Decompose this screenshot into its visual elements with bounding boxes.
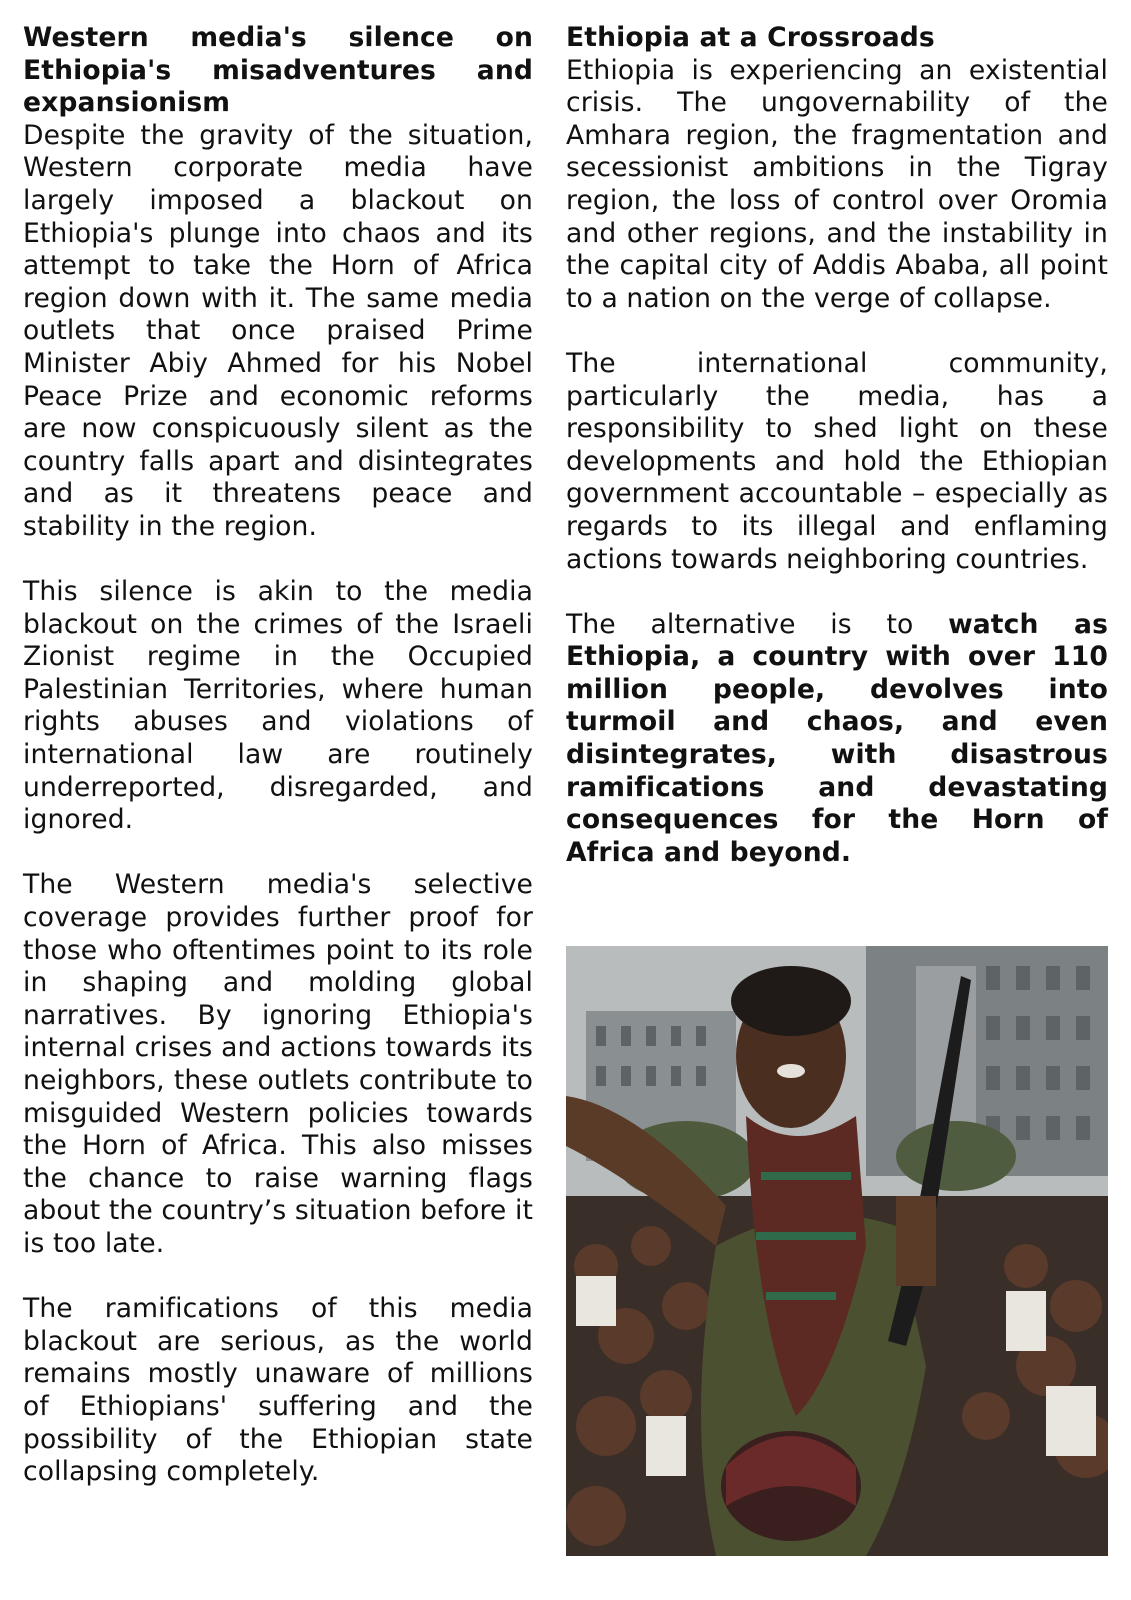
- left-paragraph-1: Despite the gravity of the situation, Western corporate media have largely imposed a blackout on Ethiopia's plunge into chaos and its attempt to take the Horn of Africa region down with it. The same media outlets that once praised Prime Minister Abiy Ahmed for his Nobel Peace Prize and economic reforms are now conspicuously silent as the country falls apart and disintegrates and as it threatens peace and stability in the region.: [23, 119, 533, 542]
- right-paragraph-1: Ethiopia is experiencing an existential crisis. The ungovernability of the Amhara region, the fragmentation and secessionist ambitions in the Tigray region, the loss of control over Oromia and other regions, and the instability in the capital city of Addis Ababa, all point to a nation on the verge of collapse.: [566, 54, 1108, 314]
- right-paragraph-3: [566, 609, 1108, 870]
- photo-armed-man-carried-by-crowd-icon: [566, 946, 1108, 1556]
- right-paragraph-3-lead: The alternative is to: [566, 608, 949, 640]
- right-paragraph-3-bold: watch as Ethiopia, a country with over 110 million people, devolves into turmoil and chaos, and even disintegrates, with disastrous ramifications and devastating consequences for the Horn of Africa and beyond.: [566, 608, 1108, 868]
- left-paragraph-3: The Western media's selective coverage provides further proof for those who oftentimes point to its role in shaping and molding global narratives. By ignoring Ethiopia's internal crises and actions towards its neighbors, these outlets contribute to misguided Western policies towards the Horn of Africa. This also misses the chance to raise warning flags about the country’s situation before it is too late.: [23, 869, 533, 1259]
- left-heading: Western media's silence on Ethiopia's misadventures and expansionism: [23, 22, 533, 119]
- left-paragraph-4: The ramifications of this media blackout are serious, as the world remains mostly unaware of millions of Ethiopians' suffering and the possibility of the Ethiopian state collapsing completely.: [23, 1293, 533, 1488]
- left-column: [23, 22, 533, 1521]
- right-column: [566, 22, 1108, 902]
- left-paragraph-2: This silence is akin to the media blackout on the crimes of the Israeli Zionist regime in the Occupied Palestinian Territories, where human rights abuses and violations of international law are routinely underreported, disregarded, and ignored.: [23, 576, 533, 836]
- news-photo: [566, 946, 1108, 1556]
- right-paragraph-2: The international community, particularly the media, has a responsibility to shed light on these developments and hold the Ethiopian government accountable – especially as regards to its illegal and enflaming actions towards neighboring countries.: [566, 347, 1108, 575]
- right-heading: Ethiopia at a Crossroads: [566, 22, 935, 53]
